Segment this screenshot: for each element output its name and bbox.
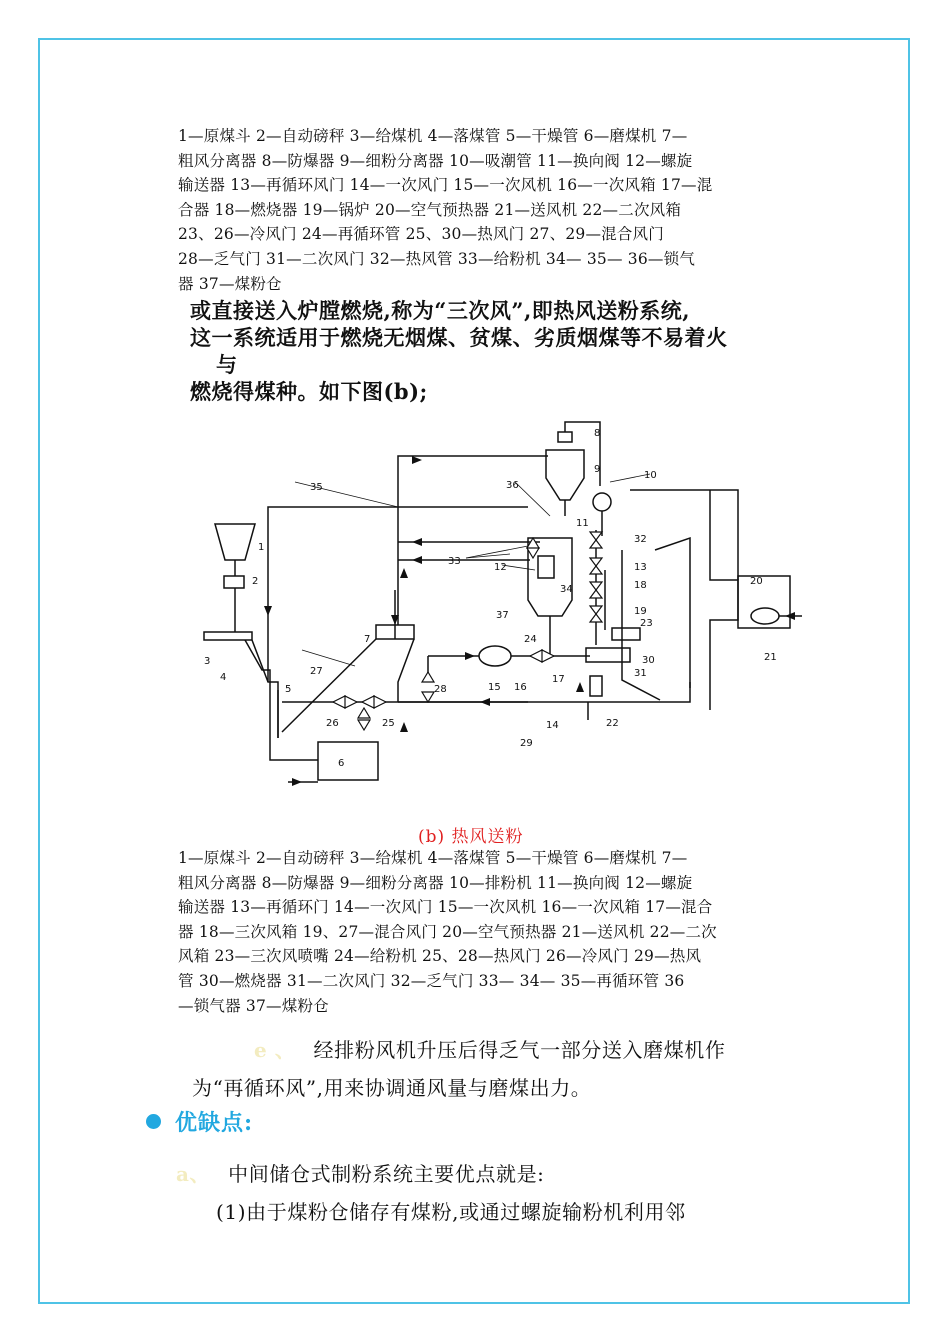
- weighing-scale: [224, 576, 244, 588]
- valve-icon: [358, 708, 370, 730]
- label-28: 28: [434, 684, 447, 695]
- label-13: 13: [634, 562, 647, 573]
- hot-air-powder-system-diagram: [190, 420, 810, 820]
- item-e-text: 经排粉风机升压后得乏气一部分送入磨煤机作: [313, 1038, 726, 1062]
- item-e-marker: e 、: [254, 1038, 296, 1062]
- flow-arrow-icon: [576, 682, 584, 692]
- label-29: 29: [520, 738, 533, 749]
- label-36: 36: [506, 480, 519, 491]
- label-31: 31: [634, 668, 647, 679]
- legend-line: 粗风分离器 8—防爆器 9—细粉分离器 10—吸潮管 11—换向阀 12—螺旋: [178, 151, 693, 170]
- label-2: 2: [252, 576, 259, 587]
- legend-line: 28—乏气门 31—二次风门 32—热风管 33—给粉机 34— 35— 36—锁气: [178, 249, 696, 268]
- flow-arrow-icon: [292, 778, 302, 786]
- bullet-dot-icon: [146, 1114, 161, 1129]
- section-heading: 优缺点:: [175, 1110, 254, 1136]
- label-33: 33: [448, 556, 461, 567]
- label-16: 16: [514, 682, 527, 693]
- screw-conveyor: [538, 556, 554, 578]
- label-32: 32: [634, 534, 647, 545]
- label-7: 7: [364, 634, 371, 645]
- tertiary-air-nozzle: [612, 628, 640, 640]
- legend-line: 合器 18—燃烧器 19—锅炉 20—空气预热器 21—送风机 22—二次风箱: [178, 200, 682, 219]
- label-27: 27: [310, 666, 323, 677]
- label-5: 5: [285, 684, 292, 695]
- valve-icon: [590, 558, 602, 574]
- label-34: 34: [560, 584, 573, 595]
- legend-bottom: [178, 846, 808, 1018]
- flow-arrow-icon: [465, 652, 475, 660]
- label-19: 19: [634, 606, 647, 617]
- figure-caption: (b) 热风送粉: [418, 827, 524, 847]
- label-35: 35: [310, 482, 323, 493]
- label-11: 11: [576, 518, 589, 529]
- legend-line: 1—原煤斗 2—自动磅秤 3—给煤机 4—落煤管 5—干燥管 6—磨煤机 7—: [178, 849, 688, 867]
- legend-line: 器 37—煤粉仓: [178, 274, 282, 293]
- label-21: 21: [764, 652, 777, 663]
- label-12: 12: [494, 562, 507, 573]
- paragraph-line: 与: [216, 352, 238, 377]
- label-23: 23: [640, 618, 653, 629]
- flow-arrow-icon: [264, 606, 272, 616]
- item-1: (1)由于煤粉仓储存有煤粉,或通过螺旋输粉机利用邻: [216, 1200, 686, 1224]
- flow-arrow-icon: [412, 556, 422, 564]
- valve-icon: [590, 532, 602, 548]
- secondary-air-box: [590, 676, 602, 696]
- flow-arrow-icon: [400, 568, 408, 578]
- legend-line: 器 18—三次风箱 19、27—混合风门 20—空气预热器 21—送风机 22—二次: [178, 922, 717, 941]
- label-25: 25: [382, 718, 395, 729]
- legend-line: 输送器 13—再循环风门 14—一次风门 15—一次风机 16—一次风箱 17—混: [178, 176, 713, 195]
- label-20: 20: [750, 576, 763, 587]
- label-10: 10: [644, 470, 657, 481]
- intro-paragraph: [190, 297, 728, 405]
- valve-icon: [590, 582, 602, 598]
- label-15: 15: [488, 682, 501, 693]
- label-1: 1: [258, 542, 265, 553]
- valve-icon: [422, 672, 434, 702]
- legend-line: 1—原煤斗 2—自动磅秤 3—给煤机 4—落煤管 5—干燥管 6—磨煤机 7—: [178, 127, 688, 145]
- label-30: 30: [642, 655, 655, 666]
- legend-line: —锁气器 37—煤粉仓: [178, 996, 329, 1015]
- label-24: 24: [524, 634, 537, 645]
- coal-feeder: [204, 632, 252, 640]
- valve-icon: [333, 696, 357, 708]
- item-a-marker: a、: [176, 1162, 211, 1186]
- item-a: [176, 1158, 545, 1187]
- legend-line: 23、26—冷风门 24—再循环管 25、30—热风门 27、29—混合风门: [178, 225, 664, 244]
- forced-draft-fan: [751, 608, 779, 624]
- label-17: 17: [552, 674, 565, 685]
- paragraph-line: 这一系统适用于燃烧无烟煤、贫煤、劣质烟煤等不易着火: [190, 325, 728, 350]
- legend-line: 风箱 23—三次风喷嘴 24—给粉机 25、28—热风门 26—冷风门 29—热风: [178, 947, 702, 966]
- legend-top: [178, 124, 808, 296]
- label-4: 4: [220, 672, 227, 683]
- valve-icon: [527, 538, 539, 558]
- item-a-text: 中间储仓式制粉系统主要优点就是:: [228, 1162, 545, 1186]
- legend-line: 粗风分离器 8—防爆器 9—细粉分离器 10—排粉机 11—换向阀 12—螺旋: [178, 873, 693, 892]
- label-26: 26: [326, 718, 339, 729]
- exhauster-fan: [593, 493, 611, 511]
- item-e-continuation: 为“再循环风”,用来协调通风量与磨煤出力。: [192, 1076, 592, 1100]
- mixer: [586, 648, 630, 662]
- label-8: 8: [594, 428, 601, 439]
- air-preheater: [738, 576, 790, 628]
- raw-coal-bunker: [215, 524, 255, 560]
- paragraph-line: 燃烧得煤种。如下图(b);: [190, 379, 428, 404]
- valve-icon: [362, 696, 386, 708]
- flow-arrow-icon: [400, 722, 408, 732]
- label-6: 6: [338, 758, 345, 769]
- legend-line: 输送器 13—再循环门 14—一次风门 15—一次风机 16—一次风箱 17—混合: [178, 898, 713, 917]
- label-14: 14: [546, 720, 559, 731]
- item-e: [254, 1034, 726, 1063]
- label-37: 37: [496, 610, 509, 621]
- label-18: 18: [634, 580, 647, 591]
- flow-arrow-icon: [480, 698, 490, 706]
- paragraph-line: 或直接送入炉膛燃烧,称为“三次风”,即热风送粉系统,: [190, 298, 691, 323]
- label-3: 3: [204, 656, 211, 667]
- explosion-vent: [558, 432, 572, 442]
- valve-icon: [590, 606, 602, 622]
- label-22: 22: [606, 718, 619, 729]
- fine-powder-separator: [546, 450, 584, 500]
- section-heading-row: [146, 1106, 253, 1137]
- coal-mill: [318, 742, 378, 780]
- flow-arrow-icon: [412, 538, 422, 546]
- label-9: 9: [594, 464, 601, 475]
- flow-arrow-icon: [412, 456, 422, 464]
- primary-fan: [479, 646, 511, 666]
- legend-line: 管 30—燃烧器 31—二次风门 32—乏气门 33— 34— 35—再循环管 36: [178, 971, 685, 990]
